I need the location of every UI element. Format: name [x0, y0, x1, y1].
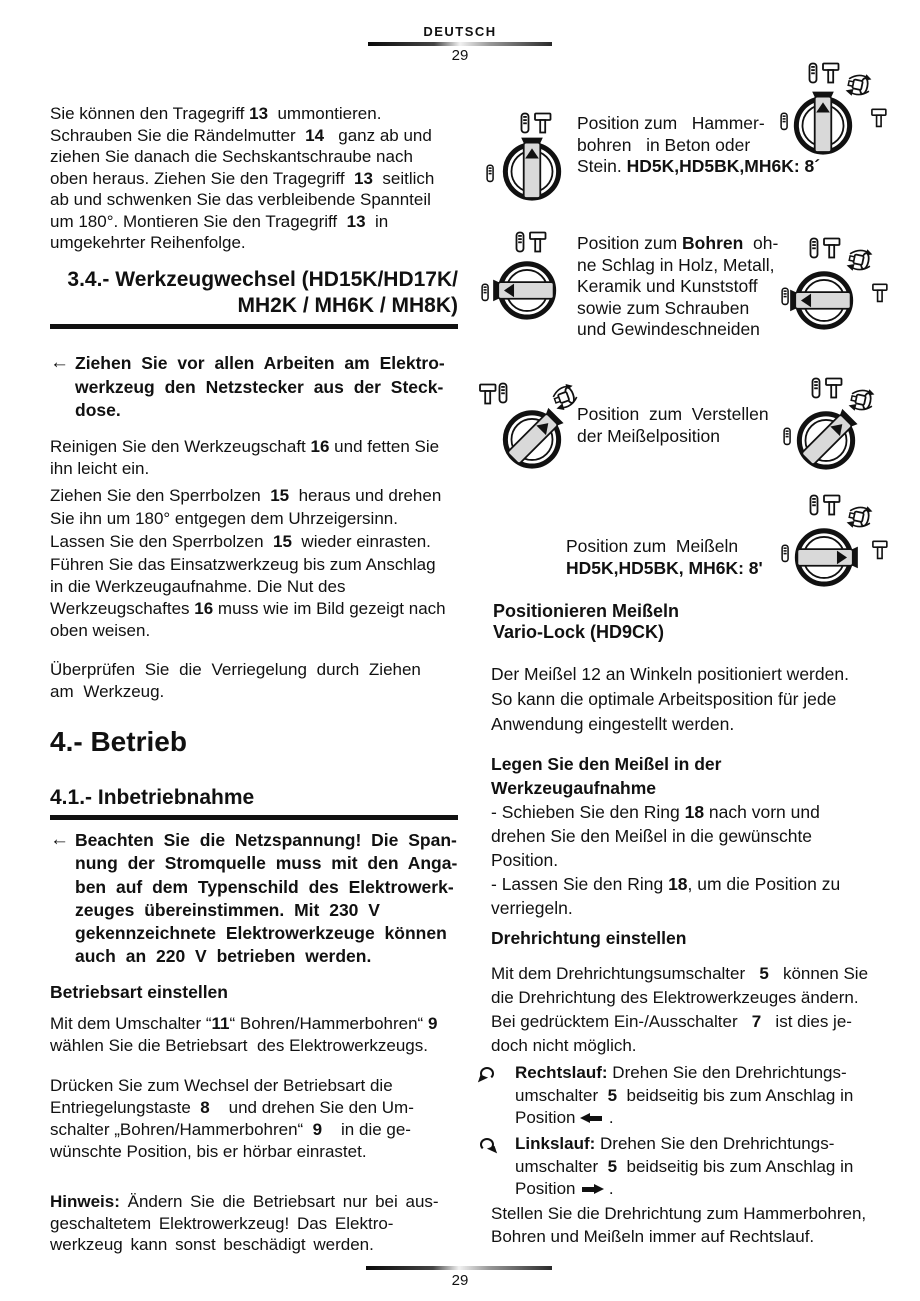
hammer-icon: [872, 109, 886, 126]
drill-shank-icon: [517, 233, 524, 252]
drill-shank-icon: [810, 64, 817, 83]
hammer-icon: [530, 233, 546, 252]
paragraph-druecken: Drücken Sie zum Wechsel der Betriebsart die Entriegelungstaste 8 und drehen Sie den Um- schalter „Bohren/Hammerbohren“ 9 in die ge- wünschte Position, bis er hörbar einrastet.: [50, 1076, 414, 1161]
caption-verstellen: Position zum Verstellen der Meißelposition: [577, 404, 769, 446]
heading-positionieren-line2: Vario-Lock (HD9CK): [493, 622, 665, 642]
mode-dial-group-meisseln-right: [780, 494, 892, 598]
hammer-icon: [873, 284, 887, 301]
rotate-clockwise-icon: [479, 1066, 496, 1082]
hammer-icon: [824, 239, 840, 258]
mode-selector-dial-icon: [796, 92, 849, 152]
hammer-icon: [824, 496, 840, 515]
section-heading-line1: 3.4.- Werkzeugwechsel (HD15K/HD17K/: [67, 268, 458, 291]
mode-dial-group-hammerbohren-right: [779, 62, 891, 166]
paragraph-hinweis: Hinweis: Ändern Sie die Betriebsart nur bei aus- geschaltetem Elektrowerkzeug! Das Elektro- werkzeug kann sonst beschädigt werden.: [50, 1192, 439, 1254]
mode-dial-group-verstellen-left: [479, 382, 585, 478]
mode-selector-dial-icon: [790, 274, 850, 327]
variolock-rotate-icon: [846, 246, 873, 274]
mode-dial-group-bohren-left: [480, 231, 576, 331]
rotate-counterclockwise-icon: [479, 1137, 496, 1153]
paragraph-meissel-einlegen: Legen Sie den Meißel in der Werkzeugaufnahme - Schieben Sie den Ring 18 nach vorn und drehen Sie den Meißel in die gewünschte Position. - Lassen Sie den Ring 18, um die Position zu verriegeln.: [491, 754, 841, 918]
paragraph-sperrbolzen: Ziehen Sie den Sperrbolzen 15 heraus und drehen Sie ihn um 180° entgegen dem Uhrzeigersinn. Lassen Sie den Sperrbolzen 15 wieder einrasten.: [50, 486, 442, 551]
drill-shank-icon: [482, 284, 488, 300]
mode-selector-dial-icon: [493, 264, 553, 317]
variolock-rotate-icon: [846, 503, 873, 531]
bullet-rechtslauf: Rechtslauf: Drehen Sie den Drehrichtungs- umschalter 5 beidseitig bis zum Anschlag in Position .: [515, 1063, 854, 1127]
chapter-heading-betrieb: 4.- Betrieb: [50, 726, 187, 757]
heading-positionieren: [493, 601, 679, 643]
section-heading-line2: MH2K / MH6K / MH8K): [237, 294, 458, 317]
caption-meisseln: Position zum Meißeln HD5K,HD5BK, MH6K: 8': [566, 536, 763, 578]
paragraph-reinigen: Reinigen Sie den Werkzeugschaft 16 und fetten Sie ihn leicht ein.: [50, 437, 440, 478]
mode-dial-group-hammerbohren-left: [485, 112, 581, 212]
drill-shank-icon: [500, 384, 507, 403]
mode-selector-dial-icon: [788, 398, 868, 478]
left-arrow-icon: ←: [50, 829, 69, 850]
caption-bohren: Position zum Bohren oh- ne Schlag in Holz, Metall, Keramik und Kunststoff sowie zum Schrauben und Gewindeschneiden: [577, 233, 779, 339]
drill-shank-icon: [811, 496, 818, 515]
paragraph-tragegriff: Sie können den Tragegriff 13 ummontieren. Schrauben Sie die Rändelmutter 14 ganz ab und ziehen Sie danach die Sechskantschraube nach oben heraus. Ziehen Sie den Tragegriff 13 seitlich ab und schwenken Sie das verbleibende Spannteil um 180°. Montieren Sie den Tragegriff 13 in umgekehrter Reihenfolge.: [50, 104, 435, 252]
mode-selector-dial-icon: [797, 531, 857, 584]
variolock-rotate-icon: [845, 71, 872, 99]
paragraph-einsatzwerkzeug: Führen Sie das Einsatzwerkzeug bis zum Anschlag in die Werkzeugaufnahme. Die Nut des Werkzeugschaftes 16 muss wie im Bild gezeigt nach oben weisen.: [50, 555, 446, 640]
page-number-top: 29: [451, 47, 469, 64]
paragraph-stellen: Stellen Sie die Drehrichtung zum Hammerbohren, Bohren und Meißeln immer auf Rechtslauf.: [491, 1204, 867, 1246]
page-header-language: DEUTSCH: [423, 24, 497, 39]
drill-shank-icon: [487, 165, 493, 181]
arrow-right-icon: [580, 1184, 604, 1195]
variolock-rotate-icon: [848, 386, 875, 414]
drill-shank-icon: [782, 545, 788, 561]
drill-shank-icon: [811, 239, 818, 258]
paragraph-meissel-winkel: Der Meißel 12 an Winkeln positioniert werden. So kann die optimale Arbeitsposition für jede Anwendung eingestellt werden.: [491, 664, 849, 734]
hammer-icon: [480, 385, 496, 404]
mode-dial-group-verstellen-right: [782, 377, 894, 481]
drill-shank-icon: [813, 379, 820, 398]
caption-hammerbohren: Position zum Hammer- bohren in Beton oder Stein. HD5K,HD5BK,MH6K: 8´: [577, 113, 821, 176]
hammer-icon: [823, 64, 839, 83]
drill-shank-icon: [784, 428, 790, 444]
drill-shank-icon: [781, 113, 787, 129]
variolock-rotate-icon: [550, 382, 580, 412]
drill-shank-icon: [522, 114, 529, 133]
hammer-icon: [535, 114, 551, 133]
mode-dial-group-bohren-right: [780, 237, 892, 341]
paragraph-verriegelung: Überprüfen Sie die Verriegelung durch Ziehen am Werkzeug.: [50, 660, 421, 701]
paragraph-drehrichtung: Mit dem Drehrichtungsumschalter 5 können Sie die Drehrichtung des Elektrowerkzeuges ändern. Bei gedrücktem Ein-/Ausschalter 7 ist dies je- doch nicht möglich.: [491, 964, 869, 1055]
drill-shank-icon: [782, 288, 788, 304]
paragraph-umschalter: Mit dem Umschalter “11“ Bohren/Hammerbohren“ 9 wählen Sie die Betriebsart des Elektrowerkzeugs.: [50, 1014, 438, 1055]
left-arrow-icon: ←: [50, 352, 69, 373]
hammer-icon: [826, 379, 842, 398]
warning-unplug: Ziehen Sie vor allen Arbeiten am Elektro- werkzeug den Netzstecker aus der Steck- dose.: [75, 353, 445, 420]
section-heading-4-1: 4.1.- Inbetriebnahme: [50, 785, 458, 820]
header-divider-line: [368, 42, 552, 46]
heading-betriebsart: Betriebsart einstellen: [50, 982, 228, 1002]
section-heading-3-4: [50, 267, 458, 329]
page-number-bottom: 29: [451, 1272, 469, 1289]
bullet-linkslauf: Linkslauf: Drehen Sie den Drehrichtungs- umschalter 5 beidseitig bis zum Anschlag in Position .: [515, 1134, 854, 1198]
heading-drehrichtung: Drehrichtung einstellen: [491, 928, 687, 948]
section-rule: [50, 815, 458, 820]
warning-netzspannung: Beachten Sie die Netzspannung! Die Span- nung der Stromquelle muss mit den Anga- ben auf dem Typenschild des Elektrowerk- zeuges übereinstimmen. Mit 230 V gekennzeichnete Elektrowerkzeuge können auch an 220 V betrieben werden.: [75, 830, 458, 967]
mode-selector-dial-icon: [505, 138, 558, 198]
hammer-icon: [873, 541, 887, 558]
section-rule: [50, 324, 458, 329]
heading-positionieren-line1: Positionieren Meißeln: [493, 601, 680, 621]
footer-divider-line: [366, 1266, 552, 1270]
arrow-left-icon: [580, 1113, 604, 1124]
